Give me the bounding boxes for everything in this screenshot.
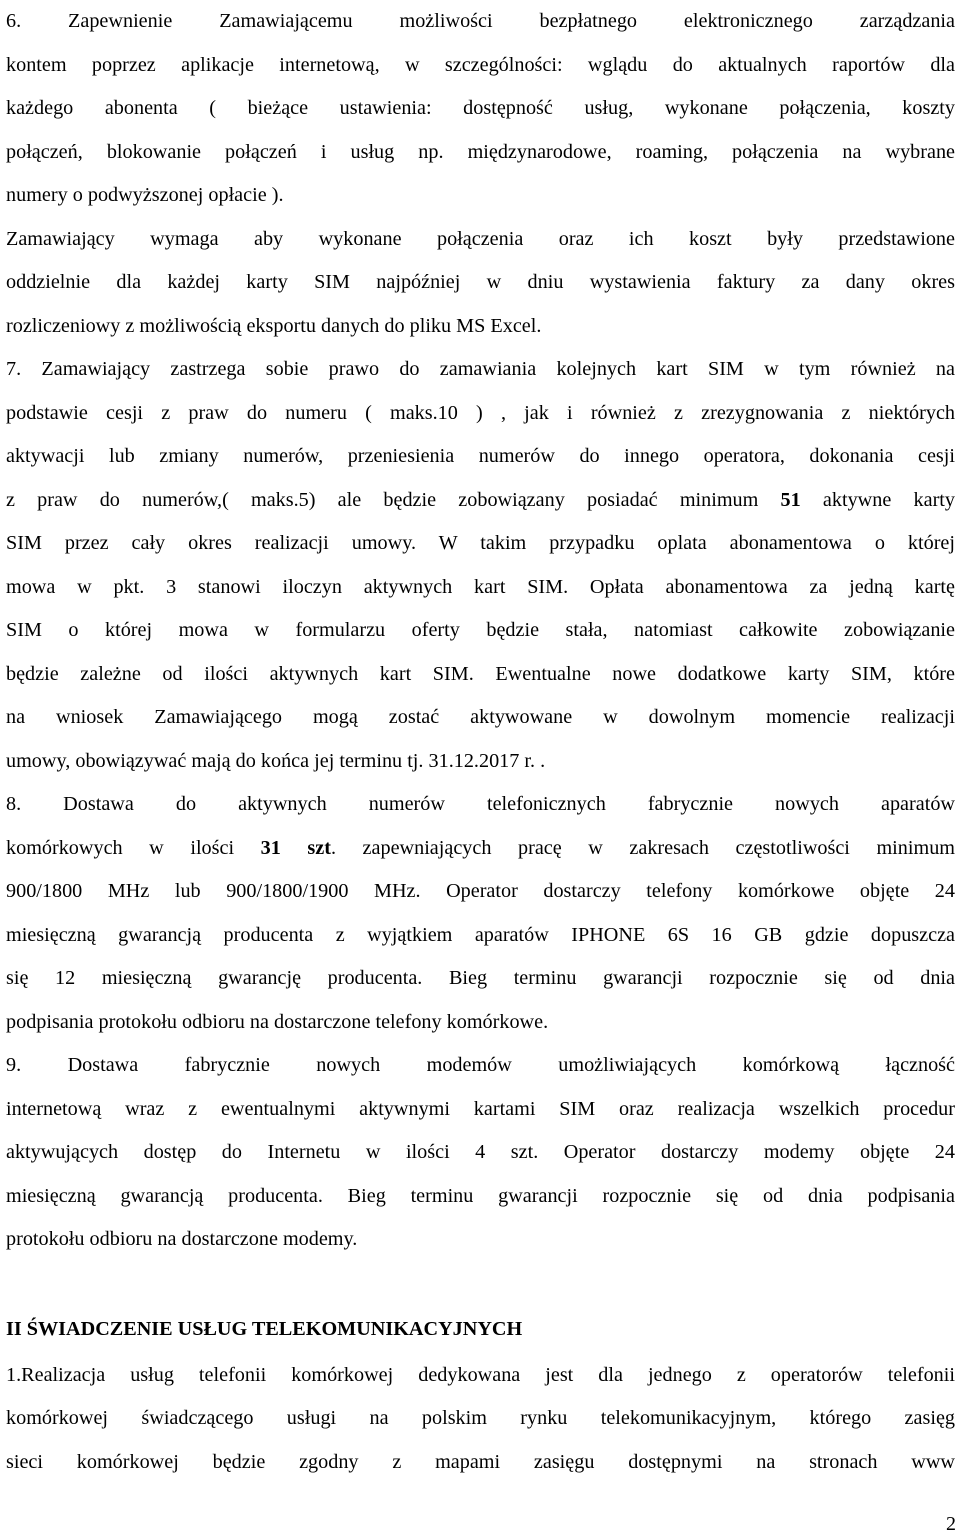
paragraph-7-line: na wniosek Zamawiającego mogą zostać aktywowane w dowolnym momencie realizacji <box>6 706 955 728</box>
section-ii-line: komórkowej świadczącego usługi na polskim rynku telekomunikacyjnym, którego zasięg <box>6 1407 955 1429</box>
paragraph-8-line <box>6 827 955 871</box>
page-number: 2 <box>946 1513 956 1535</box>
paragraph-7-line: będzie zależne od ilości aktywnych kart SIM. Ewentualne nowe dodatkowe karty SIM, które <box>6 662 955 685</box>
paragraph-6-line: oddzielnie dla każdej karty SIM najpóźniej w dniu wystawienia faktury za dany okres <box>6 271 955 293</box>
section-gap <box>6 1262 955 1304</box>
paragraph-9-line: miesięczną gwarancją producenta. Bieg terminu gwarancji rozpocznie się od dnia podpisania <box>6 1184 955 1207</box>
paragraph-6-line: 6. Zapewnienie Zamawiającemu możliwości bezpłatnego elektronicznego zarządzania <box>6 10 955 32</box>
paragraph-6 <box>6 0 955 348</box>
active-cards-minimum: 51 <box>780 488 801 511</box>
paragraph-7-line: SIM o której mowa w formularzu oferty będzie stała, natomiast całkowite zobowiązanie <box>6 619 955 641</box>
text-run: komórkowych w ilości <box>6 836 261 859</box>
paragraph-7-line: 7. Zamawiający zastrzega sobie prawo do zamawiania kolejnych kart SIM w tym również na <box>6 358 955 380</box>
paragraph-7-line: SIM przez cały okres realizacji umowy. W takim przypadku oplata abonamentowa o której <box>6 532 955 554</box>
paragraph-8-line: podpisania protokołu odbioru na dostarczone telefony komórkowe. <box>6 1010 549 1033</box>
paragraph-8-line: się 12 miesięczną gwarancję producenta. Bieg terminu gwarancji rozpocznie się od dnia <box>6 967 955 989</box>
paragraph-8 <box>6 783 955 1044</box>
paragraph-6-line: numery o podwyższonej opłacie ). <box>6 184 284 206</box>
section-heading: II ŚWIADCZENIE USŁUG TELEKOMUNIKACYJNYCH <box>6 1317 523 1340</box>
paragraph-7-line: aktywacji lub zmiany numerów, przeniesienia numerów do innego operatora, dokonania cesji <box>6 445 955 467</box>
paragraph-6-line: połączeń, blokowanie połączeń i usług np. międzynarodowe, roaming, połączenia na wybrane <box>6 140 955 163</box>
paragraph-7-line: mowa w pkt. 3 stanowi iloczyn aktywnych kart SIM. Opłata abonamentowa za jedną kartę <box>6 575 955 598</box>
text-run: aktywne karty <box>800 488 955 511</box>
section-ii-line: sieci komórkowej będzie zgodny z mapami zasięgu dostępnymi na stronach www <box>6 1450 955 1473</box>
text-run: z praw do numerów,( maks.5) ale będzie zobowiązany posiadać minimum <box>6 488 781 511</box>
paragraph-9-line: aktywujących dostęp do Internetu w ilości 4 szt. Operator dostarczy modemy objęte 24 <box>6 1141 955 1163</box>
paragraph-6-line: rozliczeniowy z możliwością eksportu danych do pliku MS Excel. <box>6 314 542 337</box>
paragraph-8-line: 8. Dostawa do aktywnych numerów telefonicznych fabrycznie nowych aparatów <box>6 793 955 815</box>
section-ii <box>6 1304 955 1485</box>
paragraph-8-line: 900/1800 MHz lub 900/1800/1900 MHz. Operator dostarczy telefony komórkowe objęte 24 <box>6 880 955 902</box>
paragraph-6-line: każdego abonenta ( bieżące ustawienia: dostępność usług, wykonane połączenia, koszty <box>6 97 955 119</box>
document-page <box>6 0 955 1484</box>
phones-quantity: 31 szt <box>260 836 331 859</box>
paragraph-6-line: kontem poprzez aplikacje internetową, w szczególności: wglądu do aktualnych raportów dla <box>6 53 955 76</box>
paragraph-7-line: umowy, obowiązywać mają do końca jej terminu tj. 31.12.2017 r. . <box>6 749 546 772</box>
paragraph-9-line: protokołu odbioru na dostarczone modemy. <box>6 1228 358 1250</box>
paragraph-8-line: miesięczną gwarancją producenta z wyjątkiem aparatów IPHONE 6S 16 GB gdzie dopuszcza <box>6 923 955 946</box>
section-ii-line: 1.Realizacja usług telefonii komórkowej dedykowana jest dla jednego z operatorów telefonii <box>6 1363 955 1386</box>
paragraph-7-line <box>6 479 955 523</box>
paragraph-9-line: internetową wraz z ewentualnymi aktywnymi kartami SIM oraz realizacja wszelkich procedur <box>6 1097 955 1120</box>
paragraph-6-line: Zamawiający wymaga aby wykonane połączenia oraz ich koszt były przedstawione <box>6 227 955 250</box>
paragraph-9 <box>6 1044 955 1262</box>
paragraph-7 <box>6 348 955 783</box>
text-run: . zapewniających pracę w zakresach częstotliwości minimum <box>330 836 955 859</box>
paragraph-9-line: 9. Dostawa fabrycznie nowych modemów umożliwiających komórkową łączność <box>6 1054 955 1076</box>
paragraph-7-line: podstawie cesji z praw do numeru ( maks.10 ) , jak i również z zrezygnowania z niektórych <box>6 401 955 424</box>
